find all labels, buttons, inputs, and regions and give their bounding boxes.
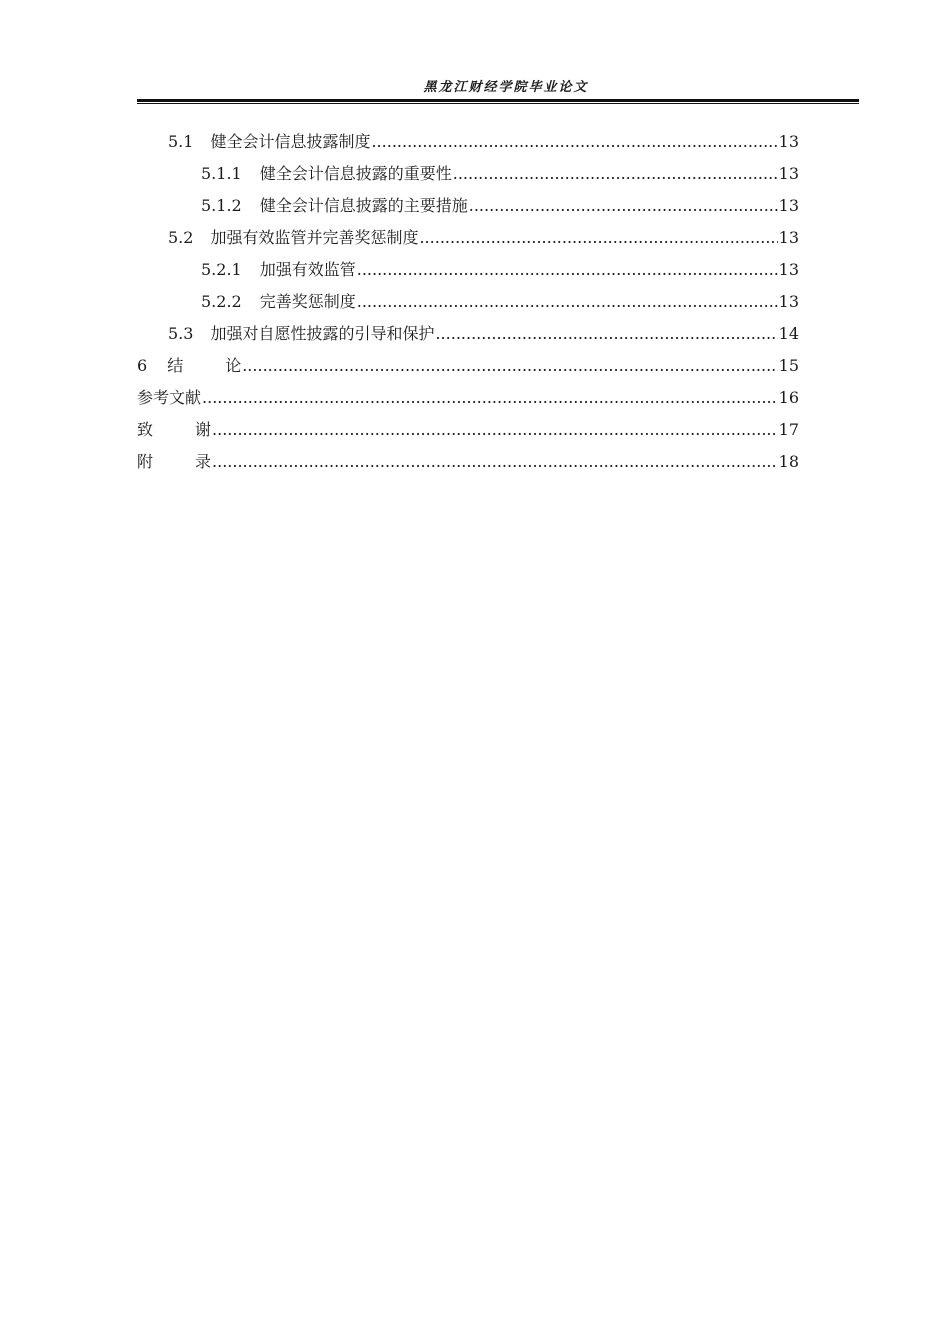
toc-page-number: 17 [778,420,799,439]
toc-label: 参考文献 [137,388,202,407]
header-rule-thick [137,99,859,102]
toc-entry-5-1-2[interactable] [137,190,799,222]
toc-entry-5-2-1[interactable] [137,254,799,286]
toc-leader [357,286,778,318]
toc-label: 完善奖惩制度 [259,292,356,311]
toc-leader [469,190,778,222]
toc-label: 健全会计信息披露的重要性 [259,164,452,183]
toc-entry-acknowledgements[interactable] [137,414,799,446]
toc-label-part: 附 [137,452,154,471]
toc-entry-appendix[interactable] [137,446,799,478]
toc-leader [371,126,777,158]
toc-number: 5.2 [168,228,194,247]
toc-label-part: 谢 [195,420,212,439]
toc-page-number: 13 [778,132,799,151]
toc-label-part: 论 [225,356,242,375]
toc-entry-5-2[interactable] [137,222,799,254]
toc-leader [435,318,777,350]
toc-entry-references[interactable] [137,382,799,414]
header-rule-thin [137,103,859,104]
toc-leader [212,446,778,478]
toc-page-number: 15 [778,356,799,375]
toc-page-number: 13 [778,228,799,247]
toc-number: 5.2.2 [201,292,242,311]
toc-label: 加强有效监管并完善奖惩制度 [210,228,419,247]
toc-entry-5-1[interactable] [137,126,799,158]
toc-page-number: 13 [778,164,799,183]
toc-label [137,414,211,446]
toc-page-number: 18 [778,452,799,471]
toc-leader [453,158,778,190]
toc-entry-5-3[interactable] [137,318,799,350]
header-title: 黑龙江财经学院毕业论文 [423,80,589,95]
toc-label-part: 录 [195,452,212,471]
toc-leader [202,382,778,414]
toc-label [167,350,241,382]
toc-leader [357,254,778,286]
toc-entry-5-2-2[interactable] [137,286,799,318]
toc-page-number: 14 [778,324,799,343]
toc-label-part: 结 [167,356,184,375]
toc-number: 5.2.1 [201,260,242,279]
toc-leader [242,350,777,382]
toc-page-number: 16 [778,388,799,407]
toc-number: 5.3 [168,324,194,343]
toc-label: 加强有效监管 [259,260,356,279]
table-of-contents [137,126,799,478]
toc-number: 5.1.2 [201,196,242,215]
toc-number: 5.1 [168,132,194,151]
toc-page-number: 13 [778,260,799,279]
toc-page-number: 13 [778,292,799,311]
toc-page-number: 13 [778,196,799,215]
toc-leader [419,222,777,254]
toc-label: 健全会计信息披露的主要措施 [259,196,468,215]
toc-label: 健全会计信息披露制度 [210,132,371,151]
toc-number: 5.1.1 [201,164,242,183]
toc-number: 6 [137,356,148,375]
toc-entry-6-conclusion[interactable] [137,350,799,382]
toc-leader [212,414,778,446]
toc-entry-5-1-1[interactable] [137,158,799,190]
toc-label-part: 致 [137,420,154,439]
toc-label: 加强对自愿性披露的引导和保护 [210,324,435,343]
toc-label [137,446,211,478]
page-header [137,79,859,104]
